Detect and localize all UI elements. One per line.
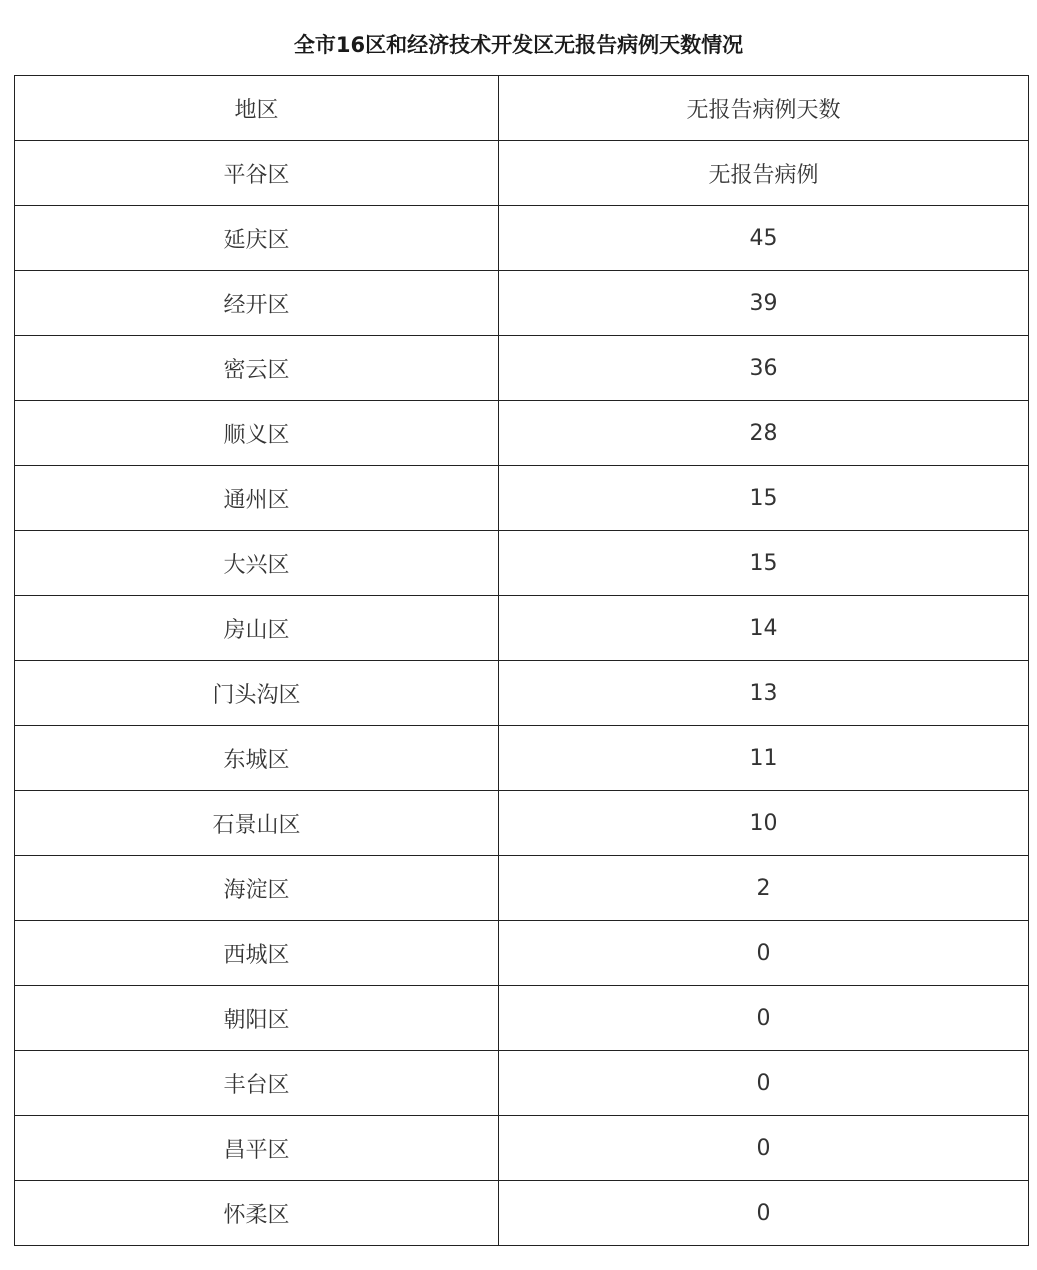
no-case-days-cell: 39 <box>499 271 1029 336</box>
table-row <box>15 661 1029 726</box>
no-case-days-cell: 10 <box>499 791 1029 856</box>
no-case-days-cell: 15 <box>499 466 1029 531</box>
district-cell: 延庆区 <box>15 206 499 271</box>
no-case-days-cell: 0 <box>499 986 1029 1051</box>
page-title: 全市16区和经济技术开发区无报告病例天数情况 <box>293 33 744 57</box>
table-row <box>15 336 1029 401</box>
table-row <box>15 466 1029 531</box>
table-row <box>15 401 1029 466</box>
table-row <box>15 791 1029 856</box>
table-row <box>15 921 1029 986</box>
no-case-days-cell: 15 <box>499 531 1029 596</box>
table-row <box>15 141 1029 206</box>
district-cell: 顺义区 <box>15 401 499 466</box>
district-cell: 西城区 <box>15 921 499 986</box>
district-cell: 密云区 <box>15 336 499 401</box>
district-cell: 海淀区 <box>15 856 499 921</box>
district-cell: 通州区 <box>15 466 499 531</box>
no-case-days-cell: 45 <box>499 206 1029 271</box>
table-row <box>15 271 1029 336</box>
table-row <box>15 1051 1029 1116</box>
no-case-days-table <box>14 75 1029 1246</box>
table-row <box>15 986 1029 1051</box>
table-row <box>15 856 1029 921</box>
table-row <box>15 1116 1029 1181</box>
no-case-days-cell: 0 <box>499 921 1029 986</box>
table-row <box>15 726 1029 791</box>
no-case-days-cell: 无报告病例 <box>499 141 1029 206</box>
no-case-days-cell: 11 <box>499 726 1029 791</box>
no-case-days-cell: 36 <box>499 336 1029 401</box>
district-cell: 门头沟区 <box>15 661 499 726</box>
district-cell: 大兴区 <box>15 531 499 596</box>
table-row <box>15 206 1029 271</box>
no-case-days-cell: 0 <box>499 1116 1029 1181</box>
district-cell: 怀柔区 <box>15 1181 499 1246</box>
district-cell: 东城区 <box>15 726 499 791</box>
table-row <box>15 1181 1029 1246</box>
district-cell: 平谷区 <box>15 141 499 206</box>
table-header-row <box>15 76 1029 141</box>
no-case-days-cell: 28 <box>499 401 1029 466</box>
table-row <box>15 531 1029 596</box>
no-case-days-cell: 2 <box>499 856 1029 921</box>
no-case-days-cell: 13 <box>499 661 1029 726</box>
no-case-days-cell: 0 <box>499 1051 1029 1116</box>
district-cell: 昌平区 <box>15 1116 499 1181</box>
no-case-days-cell: 14 <box>499 596 1029 661</box>
district-cell: 朝阳区 <box>15 986 499 1051</box>
district-cell: 经开区 <box>15 271 499 336</box>
column-header-district: 地区 <box>15 76 499 141</box>
column-header-no-case-days: 无报告病例天数 <box>499 76 1029 141</box>
district-cell: 石景山区 <box>15 791 499 856</box>
table-row <box>15 596 1029 661</box>
district-cell: 丰台区 <box>15 1051 499 1116</box>
district-cell: 房山区 <box>15 596 499 661</box>
no-case-days-cell: 0 <box>499 1181 1029 1246</box>
